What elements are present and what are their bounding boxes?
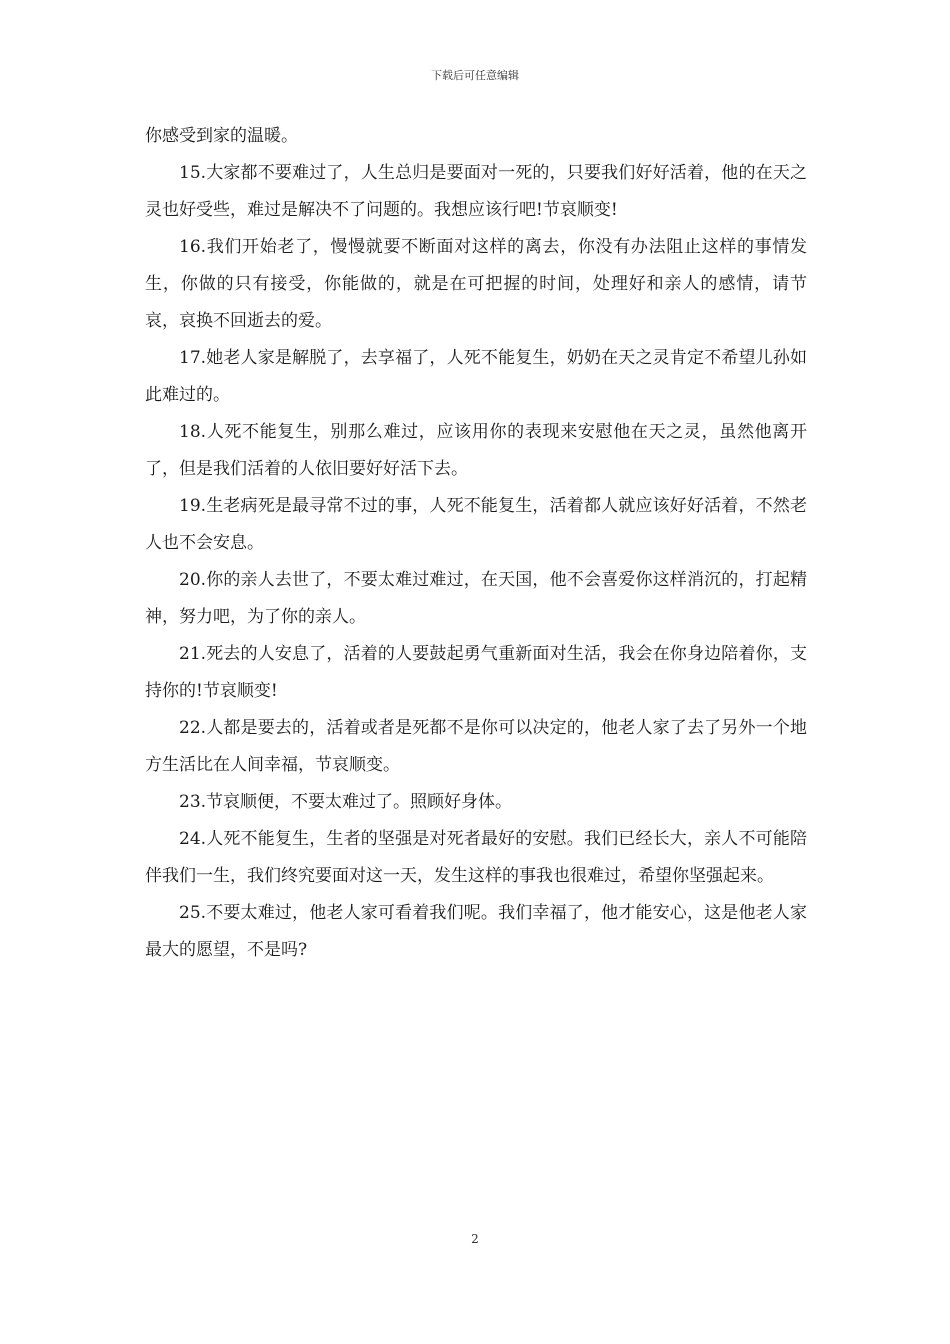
paragraph-18: 18.人死不能复生，别那么难过，应该用你的表现来安慰他在天之灵，虽然他离开了，但是我们活着的人依旧要好好活下去。 bbox=[145, 422, 807, 479]
paragraph-15: 15.大家都不要难过了，人生总归是要面对一死的，只要我们好好活着，他的在天之灵也好受些，难过是解决不了问题的。我想应该行吧!节哀顺变! bbox=[145, 163, 807, 220]
page-number: 2 bbox=[471, 1232, 479, 1246]
paragraph-17: 17.她老人家是解脱了，去享福了，人死不能复生，奶奶在天之灵肯定不希望儿孙如此难过的。 bbox=[145, 348, 807, 405]
paragraph-24: 24.人死不能复生，生者的坚强是对死者最好的安慰。我们已经长大，亲人不可能陪伴我们一生，我们终究要面对这一天，发生这样的事我也很难过，希望你坚强起来。 bbox=[145, 829, 807, 886]
continuation-paragraph: 你感受到家的温暖。 bbox=[145, 126, 298, 146]
paragraph-16: 16.我们开始老了，慢慢就要不断面对这样的离去，你没有办法阻止这样的事情发生，你做的只有接受，你能做的，就是在可把握的时间，处理好和亲人的感情，请节哀，哀换不回逝去的爱。 bbox=[145, 237, 807, 331]
paragraph-25: 25.不要太难过，他老人家可看着我们呢。我们幸福了，他才能安心，这是他老人家最大的愿望，不是吗? bbox=[145, 903, 807, 960]
paragraph-22: 22.人都是要去的，活着或者是死都不是你可以决定的，他老人家了去了另外一个地方生活比在人间幸福，节哀顺变。 bbox=[145, 718, 807, 775]
paragraph-19: 19.生老病死是最寻常不过的事，人死不能复生，活着都人就应该好好活着，不然老人也不会安息。 bbox=[145, 496, 807, 553]
paragraph-20: 20.你的亲人去世了，不要太难过难过，在天国，他不会喜爱你这样消沉的，打起精神，努力吧，为了你的亲人。 bbox=[145, 570, 807, 627]
paragraph-21: 21.死去的人安息了，活着的人要鼓起勇气重新面对生活，我会在你身边陪着你，支持你的!节哀顺变! bbox=[145, 644, 807, 701]
page-header: 下载后可任意编辑 bbox=[431, 69, 519, 82]
document-body bbox=[145, 118, 807, 969]
paragraph-23: 23.节哀顺便，不要太难过了。照顾好身体。 bbox=[179, 792, 513, 812]
